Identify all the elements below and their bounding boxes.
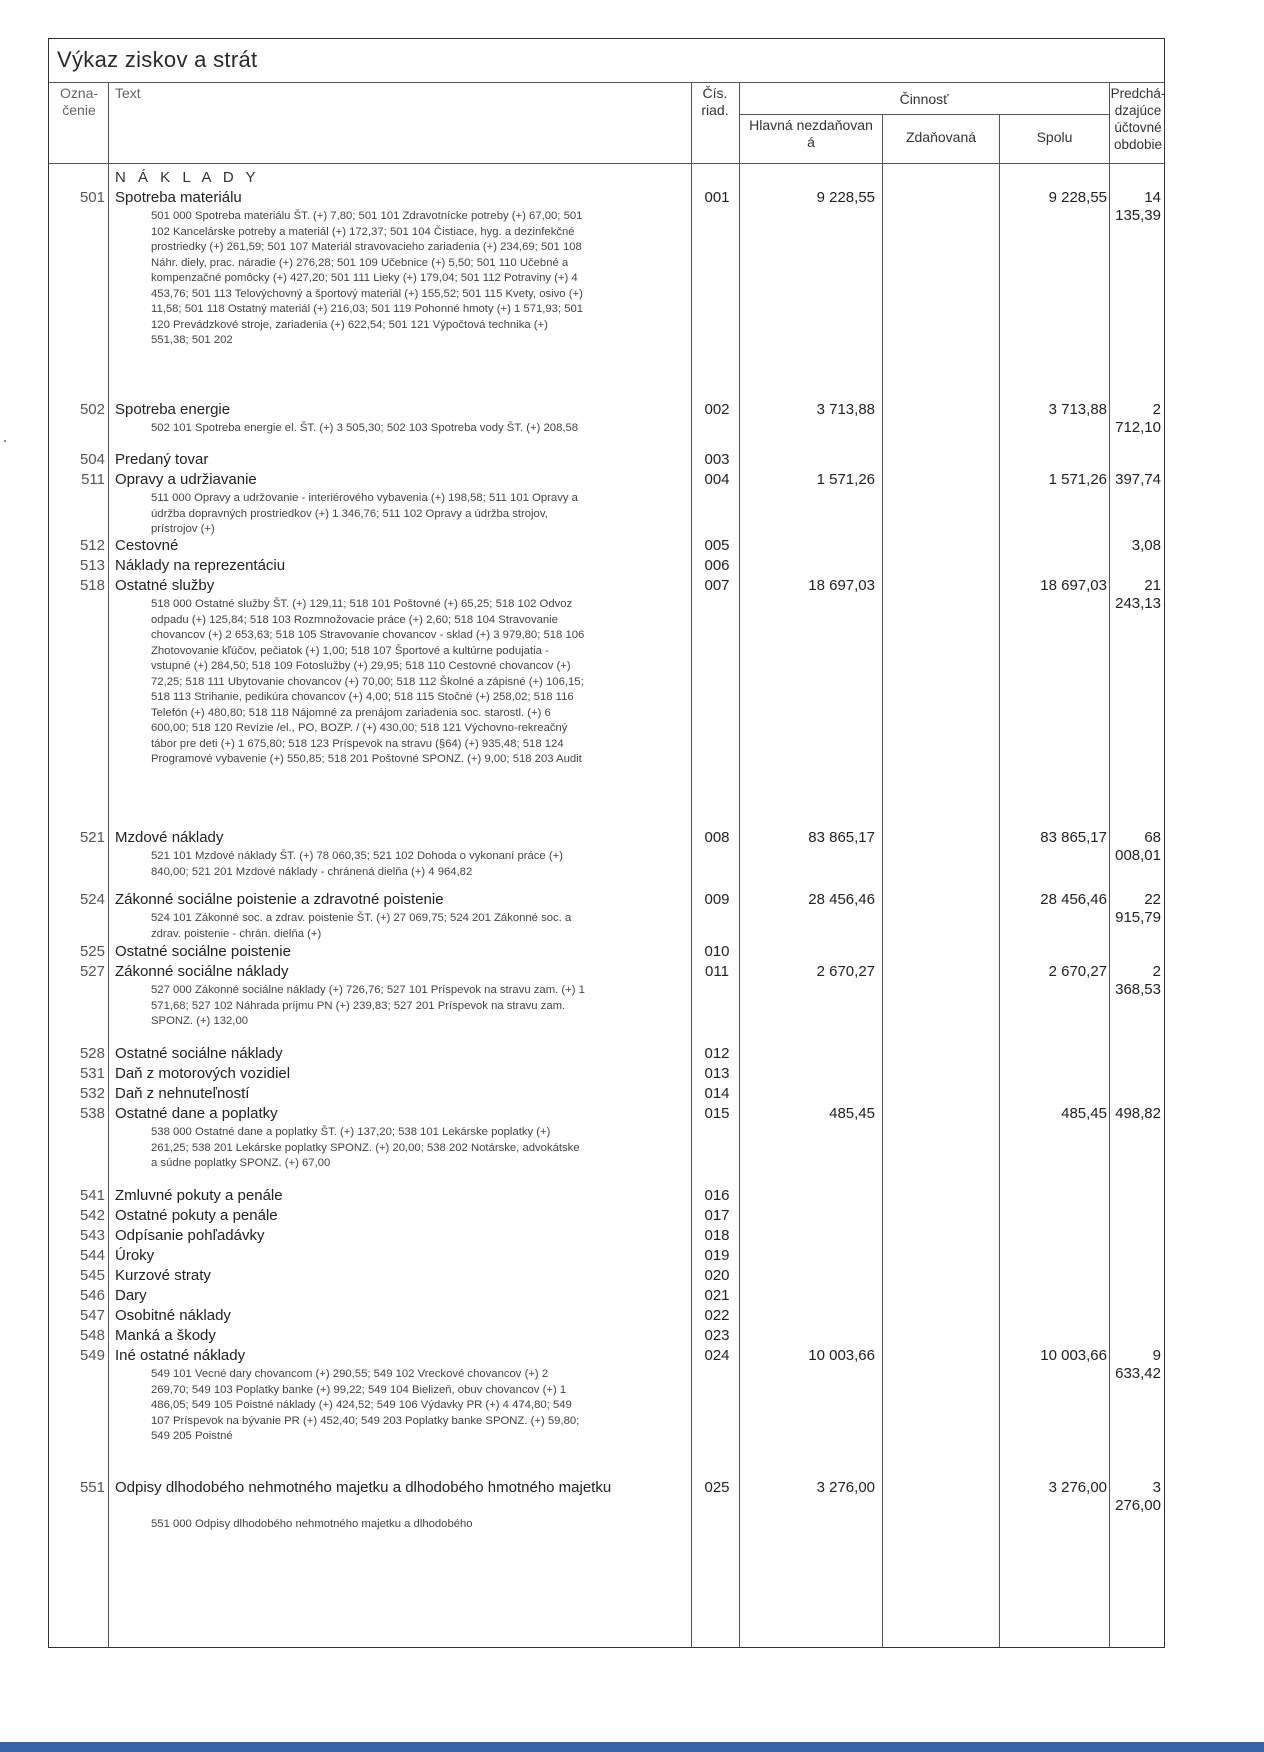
row-riad: 015 xyxy=(704,1105,730,1122)
row-riad: 008 xyxy=(704,829,730,846)
row-predchadzajuce: 2 368,53 xyxy=(1115,963,1161,998)
footer-bar xyxy=(0,1742,1264,1752)
header-cis-riad: Čís. riad. xyxy=(701,85,729,118)
row-riad: 006 xyxy=(704,557,730,574)
row-name: Cestovné xyxy=(115,537,179,554)
section-naklady: N Á K L A D Y xyxy=(115,169,260,186)
col-divider-hlavna xyxy=(882,114,883,1647)
row-riad: 019 xyxy=(704,1247,730,1264)
row-riad: 022 xyxy=(704,1307,730,1324)
row-code: 532 xyxy=(79,1085,105,1102)
row-code: 547 xyxy=(79,1307,105,1324)
row-detail: 501 000 Spotreba materiálu ŠT. (+) 7,80; 501 101 Zdravotnícke potreby (+) 67,00; 501 102 Kancelárske potreby a materiál (+) 172,37; 501 104 Čistiace, hyg. a dezinfekčné prostriedky (+) 261,59; 501 107 Materiál stravovacieho zariadenia (+) 234,69; 501 108 Náhr. diely, prac. náradie (+) 276,28; 501 109 Učebnice (+) 5,50; 501 110 Učebné a kompenzačné pomôcky (+) 427,20; 501 111 Lieky (+) 179,04; 501 112 Potraviny (+) 4 453,76; 501 113 Telovýchovný a športový materiál (+) 155,52; 501 115 Kvety, osivo (+) 11,58; 501 118 Ostatný materiál (+) 216,03; 501 119 Pohonné hmoty (+) 1 571,93; 501 120 Prevádzkové stroje, zariadenia (+) 622,54; 501 121 Výpočtová technika (+) 551,38; 501 202 xyxy=(151,210,584,346)
row-hlavna: 3 276,00 xyxy=(816,1479,875,1496)
row-predchadzajuce: 22 915,79 xyxy=(1115,891,1161,926)
row-riad: 016 xyxy=(704,1187,730,1204)
header-zdanovana: Zdaňovaná xyxy=(905,129,977,145)
row-predchadzajuce: 3 276,00 xyxy=(1115,1479,1161,1514)
row-code: 504 xyxy=(79,451,105,468)
row-code: 551 xyxy=(79,1479,105,1496)
row-detail: 538 000 Ostatné dane a poplatky ŠT. (+) 137,20; 538 101 Lekárske poplatky (+) 261,25; 538 201 Lekárske poplatky SPONZ. (+) 20,00; 538 202 Notárske, advokátske a súdne poplatky SPONZ. (+) 67,00 xyxy=(151,1126,580,1169)
row-spolu: 28 456,46 xyxy=(1040,891,1107,908)
row-name: Osobitné náklady xyxy=(115,1307,231,1324)
row-name: Náklady na reprezentáciu xyxy=(115,557,286,574)
row-riad: 009 xyxy=(704,891,730,908)
row-detail: 527 000 Zákonné sociálne náklady (+) 726,76; 527 101 Príspevok na stravu zam. (+) 1 571,68; 527 102 Náhrada príjmu PN (+) 239,83; 527 201 Príspevok na stravu zam. SPONZ. (+) 132,00 xyxy=(151,984,585,1027)
row-spolu: 9 228,55 xyxy=(1048,189,1107,206)
row-code: 545 xyxy=(79,1267,105,1284)
header-text: Text xyxy=(115,85,141,101)
row-name: Spotreba materiálu xyxy=(115,189,242,206)
row-name: Mzdové náklady xyxy=(115,829,224,846)
row-detail: 511 000 Opravy a udržovanie - interiérového vybavenia (+) 198,58; 511 101 Opravy a údržba dopravných prostriedkov (+) 1 346,76; 511 102 Opravy a údržba strojov, prístrojov (+) xyxy=(151,492,578,535)
row-predchadzajuce: 14 135,39 xyxy=(1115,189,1161,224)
row-code: 531 xyxy=(79,1065,105,1082)
row-hlavna: 3 713,88 xyxy=(816,401,875,418)
col-divider-code xyxy=(108,82,109,1647)
row-name: Ostatné služby xyxy=(115,577,215,594)
row-predchadzajuce: 68 008,01 xyxy=(1115,829,1161,864)
row-name: Kurzové straty xyxy=(115,1267,211,1284)
row-spolu: 485,45 xyxy=(1061,1105,1107,1122)
row-hlavna: 83 865,17 xyxy=(808,829,875,846)
row-spolu: 18 697,03 xyxy=(1040,577,1107,594)
row-predchadzajuce: 397,74 xyxy=(1115,471,1161,488)
row-name: Manká a škody xyxy=(115,1327,216,1344)
row-spolu: 83 865,17 xyxy=(1040,829,1107,846)
header-divider xyxy=(49,163,1164,164)
row-detail: 551 000 Odpisy dlhodobého nehmotného majetku a dlhodobého xyxy=(151,1518,473,1530)
row-spolu: 2 670,27 xyxy=(1048,963,1107,980)
row-detail: 549 101 Vecné dary chovancom (+) 290,55; 549 102 Vreckové chovancov (+) 2 269,70; 549 103 Poplatky banke (+) 99,22; 549 104 Bielizeň, obuv chovancov (+) 1 486,05; 549 105 Poistné náklady (+) 424,52; 549 106 Výdavky PR (+) 4 474,80; 549 107 Príspevok na bývanie PR (+) 452,40; 549 203 Poplatky banke SPONZ. (+) 59,80; 549 205 Poistné xyxy=(151,1368,580,1442)
col-divider-zdanovana xyxy=(999,114,1000,1647)
row-riad: 001 xyxy=(704,189,730,206)
row-code: 521 xyxy=(79,829,105,846)
row-hlavna: 10 003,66 xyxy=(808,1347,875,1364)
cinnost-divider xyxy=(739,114,1109,115)
row-spolu: 10 003,66 xyxy=(1040,1347,1107,1364)
row-name: Dary xyxy=(115,1287,147,1304)
row-riad: 011 xyxy=(705,963,729,980)
row-name: Daň z motorových vozidiel xyxy=(115,1065,291,1082)
header-spolu: Spolu xyxy=(1036,129,1073,145)
row-code: 538 xyxy=(79,1105,105,1122)
row-spolu: 1 571,26 xyxy=(1048,471,1107,488)
row-name: Opravy a udržiavanie xyxy=(115,471,257,488)
col-divider-riad xyxy=(739,82,740,1647)
row-name: Ostatné sociálne poistenie xyxy=(115,943,291,960)
row-name: Zákonné sociálne náklady xyxy=(115,963,289,980)
row-name: Spotreba energie xyxy=(115,401,231,418)
row-riad: 004 xyxy=(704,471,730,488)
scan-speck xyxy=(4,440,6,442)
report-title: Výkaz ziskov a strát xyxy=(57,47,258,72)
row-code: 518 xyxy=(79,577,105,594)
row-riad: 002 xyxy=(704,401,730,418)
row-code: 528 xyxy=(79,1045,105,1062)
row-riad: 023 xyxy=(704,1327,730,1344)
row-name: Iné ostatné náklady xyxy=(115,1347,246,1364)
row-hlavna: 9 228,55 xyxy=(816,189,875,206)
row-detail: 524 101 Zákonné soc. a zdrav. poistenie ŠT. (+) 27 069,75; 524 201 Zákonné soc. a zdrav. poistenie - chrán. dielňa (+) xyxy=(151,912,572,940)
row-code: 544 xyxy=(79,1247,105,1264)
row-riad: 014 xyxy=(704,1085,730,1102)
row-detail: 521 101 Mzdové náklady ŠT. (+) 78 060,35; 521 102 Dohoda o vykonaní práce (+) 840,00; 521 201 Mzdové náklady - chránená dielňa (+) 4 964,82 xyxy=(151,850,563,878)
row-riad: 003 xyxy=(704,451,730,468)
row-name: Úroky xyxy=(115,1247,155,1264)
row-riad: 018 xyxy=(704,1227,730,1244)
row-name: Ostatné pokuty a penále xyxy=(115,1207,278,1224)
row-name: Odpisy dlhodobého nehmotného majetku a dlhodobého hmotného majetku xyxy=(115,1479,612,1496)
row-riad: 021 xyxy=(704,1287,730,1304)
row-hlavna: 485,45 xyxy=(829,1105,875,1122)
header-predchadzajuce: Predchá- dzajúce účtovné obdobie xyxy=(1110,86,1166,152)
header-oznacenie: Ozna- čenie xyxy=(59,85,99,118)
row-hlavna: 18 697,03 xyxy=(808,577,875,594)
row-riad: 017 xyxy=(704,1207,730,1224)
row-code: 548 xyxy=(79,1327,105,1344)
header-cinnost: Činnosť xyxy=(899,91,949,107)
row-detail: 518 000 Ostatné služby ŠT. (+) 129,11; 518 101 Poštovné (+) 65,25; 518 102 Odvoz odpadu (+) 125,84; 518 103 Rozmnožovacie práce (+) 2,60; 518 104 Stravovanie chovancov (+) 2 653,63; 518 105 Stravovanie chovancov - sklad (+) 3 979,80; 518 106 Zhotovovanie kľúčov, pečiatok (+) 1,00; 518 107 Športové a kultúrne podujatia - vstupné (+) 284,50; 518 109 Fotoslužby (+) 29,95; 518 110 Cestovné chovancov (+) 72,25; 518 111 Ubytovanie chovancov (+) 70,00; 518 112 Školné a zápisné (+) 106,15; 518 113 Strihanie, pedikúra chovancov (+) 4,00; 518 115 Stočné (+) 258,02; 518 116 Telefón (+) 480,80; 518 118 Nájomné za prenájom zariadenia soc. starostl. (+) 6 600,00; 518 120 Revízie /el., PO, BOZP. / (+) 430,00; 518 121 Výchovno-rekreačný tábor pre deti (+) 1 675,80; 518 123 Príspevok na stravu (§64) (+) 935,48; 518 124 Programové vybavenie (+) 550,85; 518 201 Poštovné SPONZ. (+) 9,00; 518 203 Audit xyxy=(151,598,585,765)
row-code: 527 xyxy=(79,963,105,980)
row-name: Ostatné dane a poplatky xyxy=(115,1105,278,1122)
row-riad: 005 xyxy=(704,537,730,554)
header-hlavna: Hlavná nezdaňovan á xyxy=(749,117,873,150)
row-code: 501 xyxy=(79,189,105,206)
row-spolu: 3 276,00 xyxy=(1048,1479,1107,1496)
row-predchadzajuce: 9 633,42 xyxy=(1115,1347,1161,1382)
row-hlavna: 28 456,46 xyxy=(808,891,875,908)
row-code: 513 xyxy=(79,557,105,574)
row-riad: 020 xyxy=(704,1267,730,1284)
row-name: Zmluvné pokuty a penále xyxy=(115,1187,283,1204)
row-predchadzajuce: 2 712,10 xyxy=(1115,401,1161,436)
row-name: Odpísanie pohľadávky xyxy=(115,1227,265,1244)
row-code: 512 xyxy=(79,537,105,554)
report-frame xyxy=(48,38,1165,1648)
row-riad: 013 xyxy=(704,1065,730,1082)
row-riad: 010 xyxy=(704,943,730,960)
row-predchadzajuce: 21 243,13 xyxy=(1115,577,1161,612)
row-name: Predaný tovar xyxy=(115,451,209,468)
row-code: 524 xyxy=(79,891,105,908)
row-spolu: 3 713,88 xyxy=(1048,401,1107,418)
row-riad: 025 xyxy=(704,1479,730,1496)
row-code: 543 xyxy=(79,1227,105,1244)
row-detail: 502 101 Spotreba energie el. ŠT. (+) 3 505,30; 502 103 Spotreba vody ŠT. (+) 208,58 xyxy=(151,422,579,434)
row-name: Ostatné sociálne náklady xyxy=(115,1045,283,1062)
row-riad: 024 xyxy=(704,1347,730,1364)
row-code: 541 xyxy=(79,1187,105,1204)
row-name: Daň z nehnuteľností xyxy=(115,1085,250,1102)
col-divider-text xyxy=(691,82,692,1647)
row-code: 542 xyxy=(79,1207,105,1224)
row-name: Zákonné sociálne poistenie a zdravotné poistenie xyxy=(115,891,444,908)
row-riad: 012 xyxy=(704,1045,730,1062)
row-code: 546 xyxy=(79,1287,105,1304)
row-code: 549 xyxy=(79,1347,105,1364)
row-predchadzajuce: 3,08 xyxy=(1131,537,1161,554)
row-hlavna: 2 670,27 xyxy=(816,963,875,980)
row-code: 502 xyxy=(79,401,105,418)
row-hlavna: 1 571,26 xyxy=(816,471,875,488)
row-predchadzajuce: 498,82 xyxy=(1115,1105,1161,1122)
row-riad: 007 xyxy=(704,577,730,594)
row-code: 525 xyxy=(79,943,105,960)
col-divider-spolu xyxy=(1109,82,1110,1647)
row-code: 511 xyxy=(81,471,105,488)
title-divider xyxy=(49,82,1164,83)
